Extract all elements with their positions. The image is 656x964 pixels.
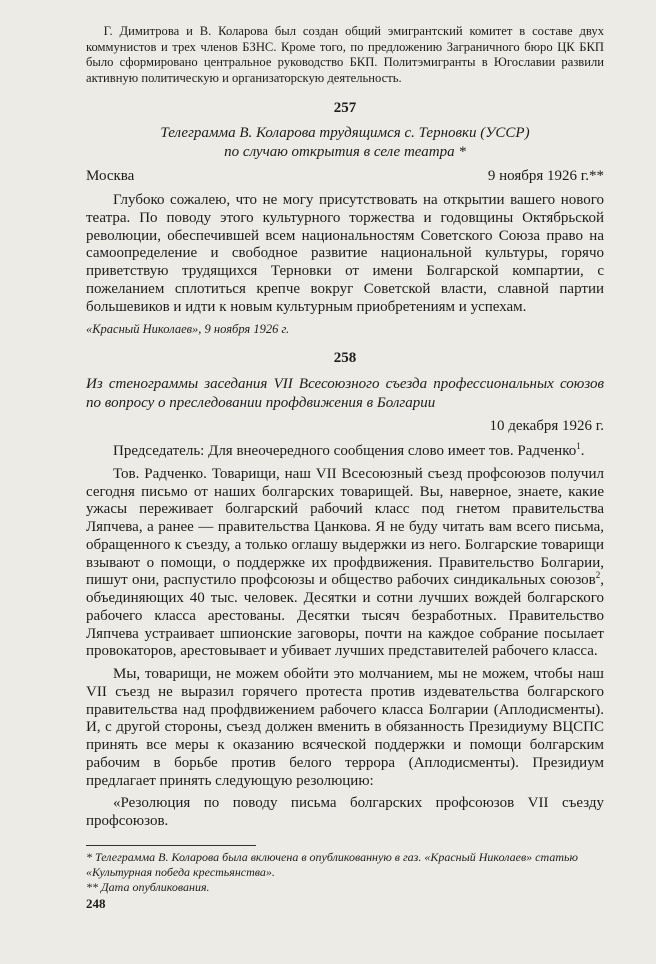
doc-date-258: 10 декабря 1926 г. [489, 418, 604, 434]
doc-date-257: 9 ноября 1926 г.** [487, 168, 604, 184]
paragraph-protest: Мы, товарищи, не можем обойти это молчанием, мы не можем, чтобы наш VII съезд не выразил горячего протеста против издевательства болгарского правительства над профдвижением рабочего класса Болгарии (Аплодисменты). И, с другой стороны, съезд должен вменить в обязанность Президиуму ВЦСПС принять все меры к оказанию всяческой поддержки и помощи болгарским рабочим в борьбе против белого террора (Аплодисменты). Президиум предлагает принять следующую резолюцию: [86, 666, 604, 789]
doc-title-257-line1: Телеграмма В. Коларова трудящимся с. Терновки (УССР) [160, 125, 530, 141]
doc-body-258 [86, 443, 604, 836]
doc-title-258: Из стенограммы заседания VII Всесоюзного съезда профессиональных союзов по вопросу о преследовании профдвижения в Болгарии [86, 376, 604, 411]
intro-paragraph: Г. Димитрова и В. Коларова был создан общий эмигрантский комитет в составе двух коммунистов и трех членов БЗНС. Кроме того, по предложению Заграничного бюро ЦК БКП было сформировано центральное руководство БКП. Политэмигранты в Югославии развили активную политическую и организаторскую деятельность. [86, 24, 604, 85]
doc-number-258: 258 [333, 350, 357, 366]
paragraph-radchenko-text-a: Тов. Радченко. Товарищи, наш VII Всесоюзный съезд профсоюзов получил сегодня письмо от наших болгарских товарищей. Вы, наверное, знаете, какие ужасы переживает болгарский рабочий класс под гнетом правительства Ляпчева, а ранее — правительства Цанкова. Я не буду читать вам всего письма, обращенного к съезду, а только оглашу выдержки из него. Болгарские товарищи взывают о помощи, о поддержке их профдвижения. Правительство Болгарии, пишут они, распустило профсоюзы и общество рабочих синдикальных союзов [86, 465, 604, 589]
doc-number-257: 257 [333, 100, 357, 116]
footnote-ref-1: 1 [576, 441, 581, 451]
paragraph-radchenko [86, 466, 604, 661]
doc-body-257: Глубоко сожалею, что не могу присутствовать на открытии вашего нового театра. По поводу этого культурного торжества и годовщины Октябрьской революции, обеспечившей всем национальностям Советского Союза право на самоопределение и свободное развитие национальной культуры, горячо приветствую трудящихся Терновки от имени Болгарской компартии, с пожеланием сплотиться крепче вокруг Советской власти, славной партии большевиков и идти к новым культурным приобретениям и успехам. [86, 192, 604, 315]
footnote-2: ** Дата опубликования. [86, 880, 210, 894]
footnote-ref-2: 2 [595, 570, 601, 581]
footnote-separator [86, 845, 256, 846]
paragraph-resolution: «Резолюция по поводу письма болгарских профсоюзов VII съезду профсоюзов. [86, 795, 604, 829]
doc-title-257 [86, 124, 604, 162]
footnote-1: * Телеграмма В. Коларова была включена в опубликованную в газ. «Красный Николаев» статью «Культурная победа крестьянства». [86, 850, 578, 879]
doc-title-257-line2: по случаю открытия в селе театра * [224, 144, 466, 160]
paragraph-chairman-end: . [580, 443, 585, 459]
page-number: 248 [86, 896, 106, 911]
paragraph-radchenko-text-b: , объединяющих 40 тыс. человек. Десятки и сотни лучших вождей болгарского рабочего класса арестованы. Десятки тысяч безработных. Правительство Ляпчева устраивает шпионские заговоры, почти на каждое собрание посылает провокаторов, арестовывает и убивает лучших представителей рабочего класса. [86, 572, 604, 660]
doc-dateline-257 [86, 168, 604, 185]
footnotes [86, 850, 604, 895]
paragraph-chairman [86, 443, 604, 461]
doc-place-257: Москва [86, 168, 135, 184]
doc-source-257: «Красный Николаев», 9 ноября 1926 г. [86, 322, 290, 336]
paragraph-chairman-text: Председатель: Для внеочередного сообщения слово имеет тов. Радченко [113, 443, 577, 459]
